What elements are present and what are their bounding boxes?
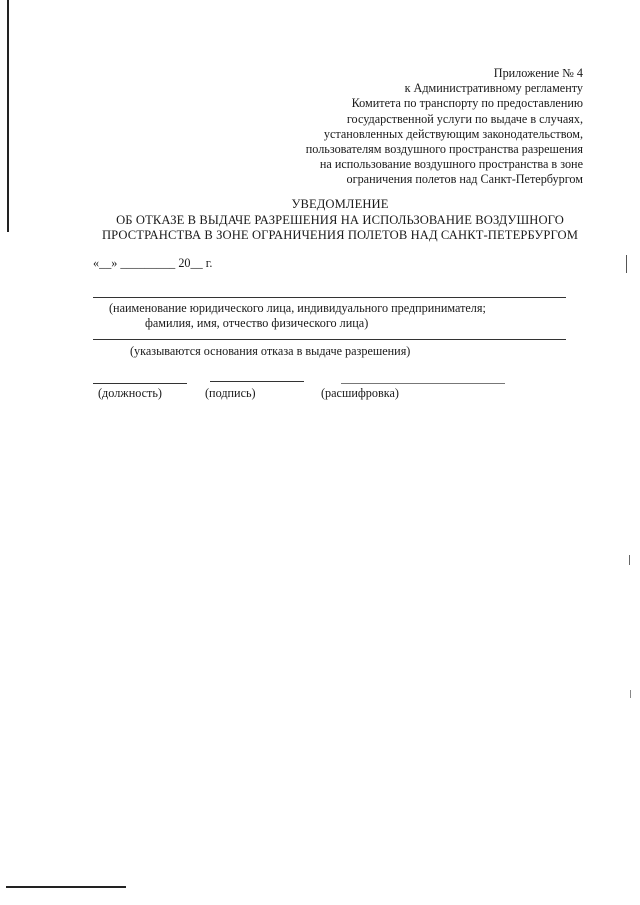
document-title: [60, 197, 620, 244]
appendix-header: [253, 66, 583, 188]
scan-edge-mark: [7, 0, 9, 232]
position-line: [93, 383, 187, 384]
entity-caption: (наименование юридического лица, индивидуального предпринимателя;: [109, 301, 486, 315]
title-line: ОБ ОТКАЗЕ В ВЫДАЧЕ РАЗРЕШЕНИЯ НА ИСПОЛЬЗОВАНИЕ ВОЗДУШНОГО: [116, 212, 564, 227]
reason-caption: (указываются основания отказа в выдаче разрешения): [130, 344, 411, 358]
scan-edge-mark: [629, 555, 630, 565]
header-line: установленных действующим законодательством,: [323, 126, 583, 141]
header-line: ограничения полетов над Санкт-Петербургом: [346, 172, 583, 187]
scan-edge-mark: [626, 255, 627, 273]
scan-edge-mark: [6, 886, 126, 888]
signature-label: (подпись): [205, 386, 256, 400]
scan-edge-mark: [630, 690, 631, 698]
entity-caption: фамилия, имя, отчество физического лица): [145, 316, 369, 330]
header-line: Приложение № 4: [493, 66, 583, 80]
decoding-label: (расшифровка): [321, 386, 399, 400]
header-line: пользователям воздушного пространства разрешения: [305, 142, 583, 157]
title-line: ПРОСТРАНСТВА В ЗОНЕ ОГРАНИЧЕНИЯ ПОЛЕТОВ НАД САНКТ-ПЕТЕРБУРГОМ: [101, 228, 579, 242]
header-line: Комитета по транспорту по предоставлению: [351, 96, 583, 111]
title-line: УВЕДОМЛЕНИЕ: [291, 197, 389, 211]
signature-line: [210, 381, 304, 382]
position-label: (должность): [98, 386, 162, 400]
header-line: к Административному регламенту: [404, 81, 583, 96]
date-line: «__» _________ 20__ г.: [93, 256, 213, 270]
reason-line: [93, 339, 566, 340]
decoding-line: [341, 383, 505, 384]
entity-name-line: [93, 297, 566, 298]
header-line: на использование воздушного пространства в зоне: [319, 157, 583, 172]
header-line: государственной услуги по выдаче в случаях,: [346, 111, 583, 126]
